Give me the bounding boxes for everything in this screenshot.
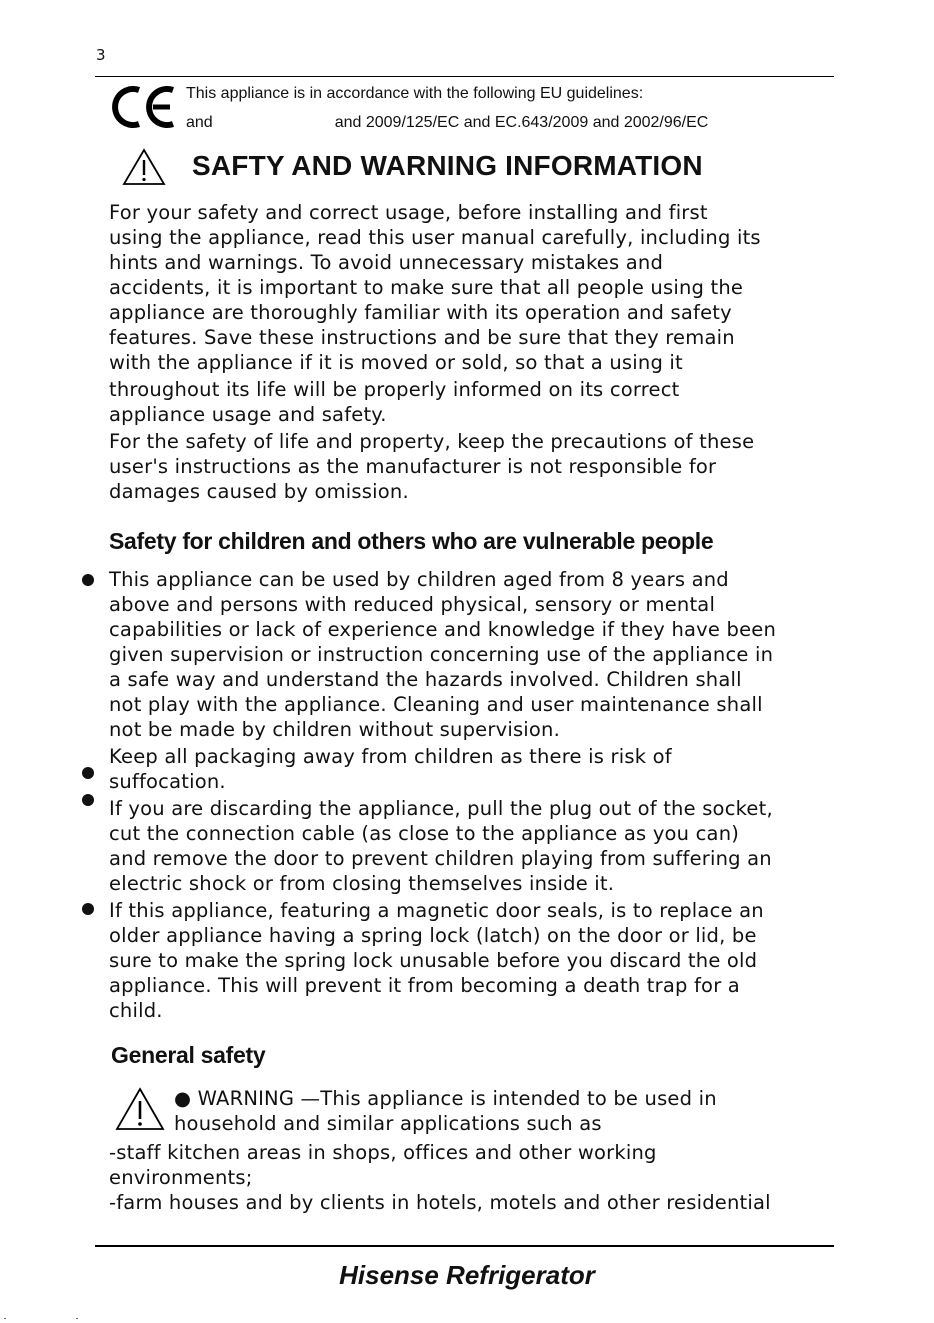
bullet-icon — [82, 767, 94, 779]
warning-triangle-icon — [122, 148, 166, 186]
compliance-directives: and 2009/125/EC and EC.643/2009 and 2002/96/EC — [334, 114, 709, 131]
list-item-line: older appliance having a spring lock (latch) on the door or lid, be — [109, 924, 757, 947]
intro-line: features. Save these instructions and be sure that they remain — [109, 326, 735, 349]
children-safety-list — [109, 567, 829, 1023]
intro-line: For the safety of life and property, keep the precautions of these — [109, 430, 755, 453]
crop-mark — [4, 1318, 6, 1319]
intro-line: throughout its life will be properly informed on its correct — [109, 378, 680, 401]
intro-line: using the appliance, read this user manual carefully, including its — [109, 226, 761, 249]
general-safety-heading: General safety — [111, 1042, 266, 1068]
page-title: SAFTY AND WARNING INFORMATION — [192, 150, 703, 181]
list-item-line: given supervision or instruction concerning use of the appliance in — [109, 643, 774, 666]
list-item-line: appliance. This will prevent it from becoming a death trap for a — [109, 974, 740, 997]
intro-line: appliance usage and safety. — [109, 403, 387, 426]
list-item-line: -farm houses and by clients in hotels, motels and other residential — [109, 1191, 771, 1214]
children-safety-heading: Safety for children and others who are vulnerable people — [109, 528, 714, 554]
list-item-line: If you are discarding the appliance, pull the plug out of the socket, — [109, 797, 773, 820]
bullet-icon — [82, 574, 94, 586]
footer-rule — [95, 1245, 834, 1247]
compliance-line-2 — [186, 114, 708, 132]
list-item-line: sure to make the spring lock unusable before you discard the old — [109, 949, 758, 972]
page-number: 3 — [96, 46, 106, 64]
list-item-line: cut the connection cable (as close to the appliance as you can) — [109, 822, 740, 845]
intro-line: hints and warnings. To avoid unnecessary mistakes and — [109, 251, 664, 274]
list-item-line: not be made by children without supervision. — [109, 718, 561, 741]
list-item-line: suffocation. — [109, 770, 226, 793]
list-item-line: capabilities or lack of experience and knowledge if they have been — [109, 618, 777, 641]
bullet-icon — [82, 903, 94, 915]
compliance-line-1: This appliance is in accordance with the following EU guidelines: — [186, 85, 644, 102]
list-item-line: This appliance can be used by children aged from 8 years and — [109, 568, 729, 591]
list-item-line: a safe way and understand the hazards involved. Children shall — [109, 668, 742, 691]
intro-line: appliance are thoroughly familiar with its operation and safety — [109, 301, 732, 324]
ce-mark-icon — [112, 84, 176, 130]
intro-line: damages caused by omission. — [109, 480, 409, 503]
footer-brand: Hisense Refrigerator — [339, 1260, 595, 1290]
list-item-line: and remove the door to prevent children playing from suffering an — [109, 847, 772, 870]
list-item-line: If this appliance, featuring a magnetic door seals, is to replace an — [109, 899, 764, 922]
crop-mark — [76, 1318, 78, 1319]
general-safety-list — [109, 1140, 829, 1215]
header-rule — [95, 76, 834, 77]
list-item-line: not play with the appliance. Cleaning and user maintenance shall — [109, 693, 763, 716]
intro-line: For your safety and correct usage, before installing and first — [109, 201, 708, 224]
list-item-line: environments; — [109, 1166, 253, 1189]
intro-paragraph — [109, 200, 829, 504]
compliance-and: and — [186, 114, 213, 131]
warning-line: household and similar applications such as — [174, 1112, 602, 1135]
intro-line: user's instructions as the manufacturer is not responsible for — [109, 455, 717, 478]
intro-line: with the appliance if it is moved or sold, so that a using it — [109, 351, 683, 374]
list-item-line: electric shock or from closing themselves inside it. — [109, 872, 615, 895]
bullet-icon — [82, 794, 94, 806]
warning-triangle-icon — [115, 1087, 165, 1131]
list-item-line: above and persons with reduced physical, sensory or mental — [109, 593, 716, 616]
warning-statement — [174, 1086, 824, 1136]
warning-line: ● WARNING —This appliance is intended to be used in — [174, 1087, 717, 1110]
list-item-line: Keep all packaging away from children as there is risk of — [109, 745, 672, 768]
list-item-line: child. — [109, 999, 163, 1022]
list-item-line: -staff kitchen areas in shops, offices and other working — [109, 1141, 657, 1164]
intro-line: accidents, it is important to make sure that all people using the — [109, 276, 744, 299]
